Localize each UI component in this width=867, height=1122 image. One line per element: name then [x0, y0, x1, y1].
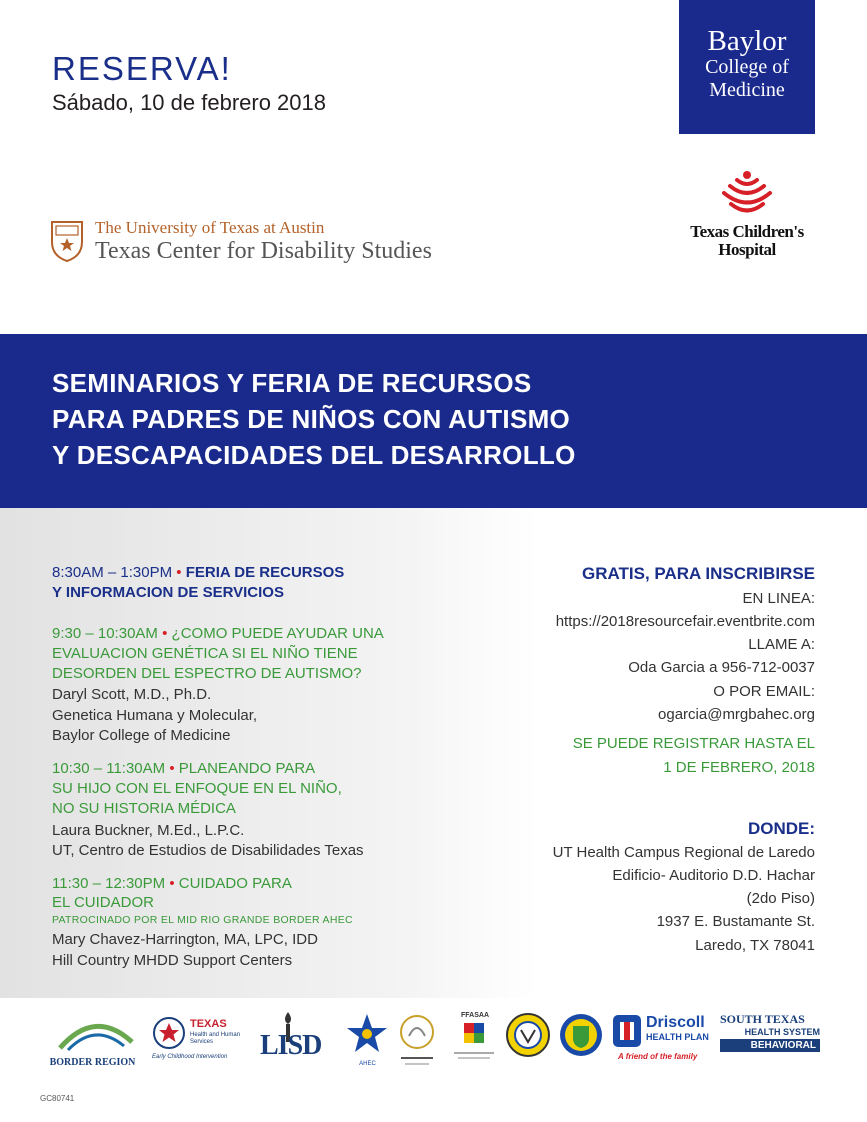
- texas-childrens-logo: [676, 170, 818, 270]
- session-3-title-cont2: NO SU HISTORIA MÉDICA: [52, 800, 236, 817]
- bullet-icon: •: [162, 625, 168, 642]
- driscoll-sub: HEALTH PLAN: [646, 1032, 709, 1042]
- bullet-icon: •: [169, 760, 175, 777]
- driscoll-mark-icon: [612, 1014, 642, 1048]
- texas-eci-label: Early Childhood Intervention: [152, 1054, 228, 1060]
- register-online-label: EN LINEA:: [742, 590, 815, 607]
- event-banner: [0, 334, 867, 508]
- baylor-logo-line3: Medicine: [709, 79, 785, 101]
- session-2-org: Baylor College of Medicine: [52, 727, 231, 744]
- page-title: RESERVA!: [52, 50, 232, 87]
- ffasaa-logo: [450, 1012, 500, 1076]
- event-date: Sábado, 10 de febrero 2018: [52, 90, 327, 115]
- south-texas-logo: [720, 1012, 820, 1076]
- session-4-speaker: Mary Chavez-Harrington, MA, LPC, IDD: [52, 931, 318, 948]
- register-phone[interactable]: Oda Garcia a 956-712-0037: [628, 659, 815, 676]
- session-3-line1: [52, 759, 315, 779]
- ruth-coul-logo: [395, 1012, 445, 1076]
- session-4-line1: [52, 874, 292, 894]
- south-texas-label: SOUTH TEXAS: [720, 1012, 805, 1026]
- ut-shield-icon: [50, 220, 84, 262]
- session-4-title-cont: EL CUIDADOR: [52, 894, 154, 911]
- session-1-title: FERIA DE RECURSOS: [185, 564, 345, 581]
- banner-line-1: SEMINARIOS Y FERIA DE RECURSOS: [52, 368, 532, 398]
- session-4-time: 11:30 – 12:30PM: [52, 875, 166, 892]
- session-4-org: Hill Country MHDD Support Centers: [52, 952, 293, 969]
- where-line-1: UT Health Campus Regional de Laredo: [552, 844, 815, 861]
- register-email-label: O POR EMAIL:: [713, 683, 815, 700]
- texas-hhs-sub: Health and Human Services: [190, 1032, 241, 1045]
- south-texas-behavioral: BEHAVIORAL: [720, 1039, 820, 1052]
- banner-line-3: Y DESCAPACIDADES DEL DESARROLLO: [52, 440, 576, 470]
- register-deadline-date: 1 DE FEBRERO, 2018: [663, 759, 815, 776]
- session-4-title: CUIDADO PARA: [178, 875, 292, 892]
- ahec-star-icon: [345, 1012, 389, 1056]
- where-line-2: Edificio- Auditorio D.D. Hachar: [612, 867, 815, 884]
- ffasaa-puzzle-icon: [450, 1019, 498, 1063]
- session-2-dept: Genetica Humana y Molecular,: [52, 707, 258, 724]
- session-3-time: 10:30 – 11:30AM: [52, 760, 166, 777]
- session-3-org: UT, Centro de Estudios de Disabilidades Texas: [52, 842, 364, 859]
- driscoll-logo: [612, 1012, 712, 1076]
- register-heading: GRATIS, PARA INSCRIBIRSE: [582, 564, 815, 583]
- where-line-5: Laredo, TX 78041: [695, 937, 815, 954]
- session-2-speaker: Daryl Scott, M.D., Ph.D.: [52, 686, 212, 703]
- ruth-coul-icon: [395, 1012, 439, 1068]
- sponsor-logos: [40, 1012, 830, 1076]
- session-1-time: 8:30AM – 1:30PM: [52, 564, 173, 581]
- driscoll-label: Driscoll: [646, 1014, 705, 1031]
- baylor-logo-line2: College of: [705, 56, 789, 78]
- driscoll-tagline: A friend of the family: [618, 1052, 698, 1061]
- ut-austin-logo: [50, 218, 470, 266]
- session-3-speaker: Laura Buckner, M.Ed., L.P.C.: [52, 822, 245, 839]
- border-region-arc-icon: [40, 1012, 145, 1052]
- tch-heart-icon: [717, 170, 777, 218]
- tch-logo-line2: Hospital: [718, 240, 776, 259]
- ahec-logo: [345, 1012, 390, 1076]
- session-2-time: 9:30 – 10:30AM: [52, 625, 158, 642]
- where-line-3: (2do Piso): [746, 890, 815, 907]
- where-line-4: 1937 E. Bustamante St.: [656, 913, 815, 930]
- ahec-label: AHEC: [359, 1061, 376, 1067]
- border-region-label: BORDER REGION: [49, 1057, 136, 1068]
- tch-logo-line1: Texas Children's: [690, 222, 804, 241]
- session-2-title: ¿COMO PUEDE AYUDAR UNA: [171, 625, 384, 642]
- texas-star-icon: [152, 1016, 186, 1050]
- session-2-title-cont2: DESORDEN DEL ESPECTRO DE AUTISMO?: [52, 665, 362, 682]
- ut-logo-line2: Texas Center for Disability Studies: [95, 238, 432, 264]
- texas-hhs-logo: [150, 1012, 250, 1076]
- ffasaa-label: FFASAA: [461, 1012, 489, 1019]
- register-url-link[interactable]: https://2018resourcefair.eventbrite.com: [555, 613, 815, 630]
- footer-code: GC80741: [40, 1094, 75, 1103]
- bullet-icon: •: [176, 564, 182, 581]
- bullet-icon: •: [169, 875, 175, 892]
- session-1-title-cont: Y INFORMACION DE SERVICIOS: [52, 584, 284, 601]
- session-2-line1: [52, 624, 384, 644]
- register-call-label: LLAME A:: [748, 636, 815, 653]
- session-1-line1: [52, 563, 344, 583]
- lisd-logo: [260, 1012, 335, 1076]
- seal-logo-2: [558, 1012, 606, 1076]
- border-region-logo: [40, 1012, 145, 1076]
- seal-1-icon: [505, 1012, 551, 1058]
- baylor-logo-line1: Baylor: [707, 25, 787, 57]
- banner-line-2: PARA PADRES DE NIÑOS CON AUTISMO: [52, 404, 571, 434]
- session-4-sponsor: PATROCINADO POR EL MID RIO GRANDE BORDER AHEC: [52, 914, 353, 926]
- register-email-link[interactable]: ogarcia@mrgbahec.org: [658, 706, 815, 723]
- baylor-logo: [679, 0, 815, 134]
- lisd-label: LISD: [260, 1030, 322, 1061]
- session-2-title-cont: EVALUACION GENÉTICA SI EL NIÑO TIENE: [52, 645, 358, 662]
- register-deadline: SE PUEDE REGISTRAR HASTA EL: [572, 735, 815, 752]
- south-texas-sub: HEALTH SYSTEM: [744, 1027, 820, 1037]
- where-heading: DONDE:: [747, 819, 815, 838]
- seal-logo-1: [505, 1012, 553, 1076]
- session-3-title: PLANEANDO PARA: [178, 760, 316, 777]
- seal-2-icon: [558, 1012, 604, 1058]
- ut-logo-line1: The University of Texas at Austin: [95, 218, 325, 237]
- session-3-title-cont: SU HIJO CON EL ENFOQUE EN EL NIÑO,: [52, 780, 342, 797]
- texas-hhs-label: TEXAS: [190, 1018, 227, 1030]
